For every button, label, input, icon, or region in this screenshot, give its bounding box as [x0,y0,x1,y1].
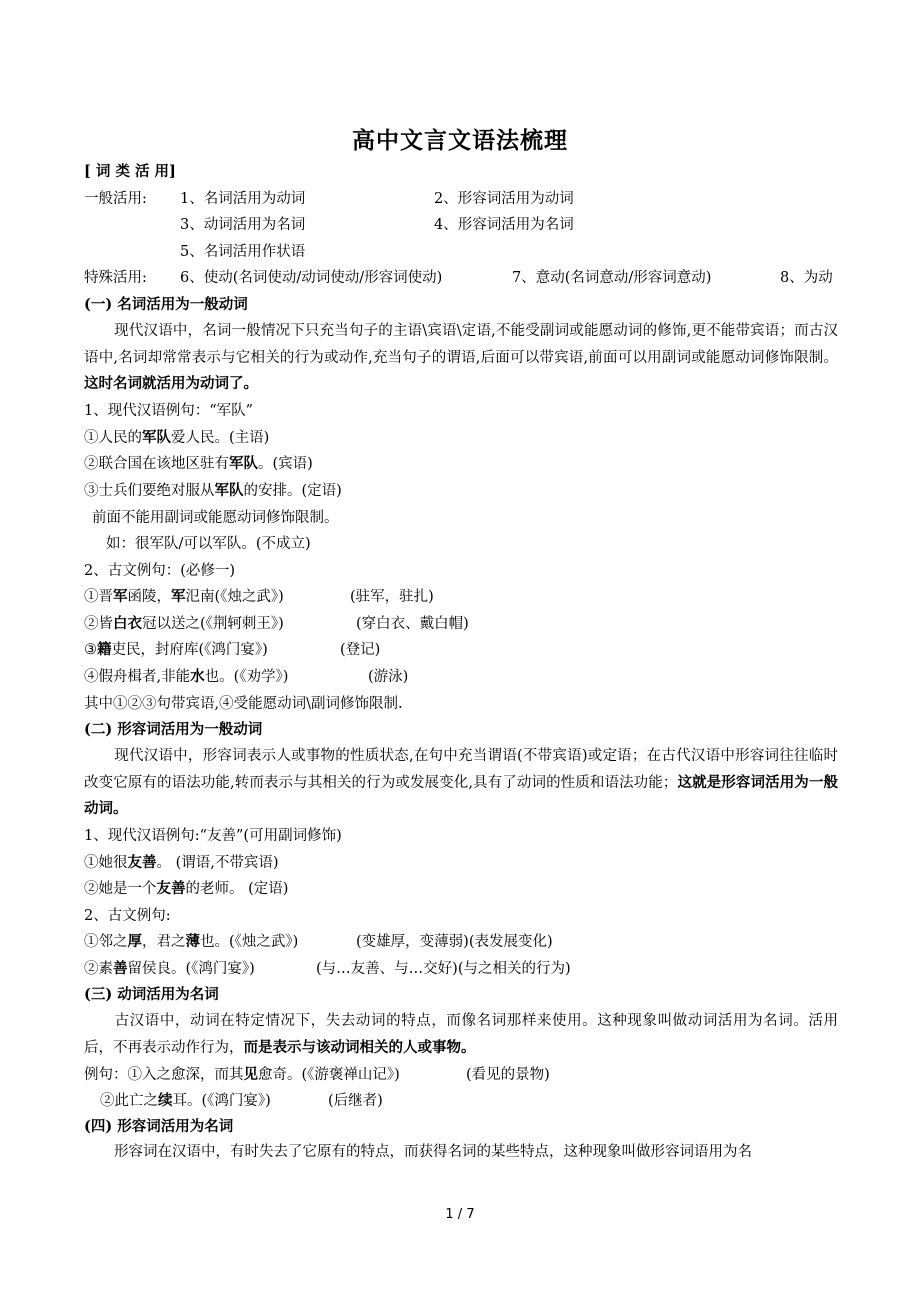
section-3-heading: (三) 动词活用为名词 [84,986,219,1003]
s3-example-2: ②此亡之续耳。(《鸿门宴》) [100,1092,271,1109]
s2-ancient-gloss-2: (与…友善、与…交好)(与之相关的行为) [316,961,571,977]
section-3-text: 古汉语中，动词在特定情况下，失去动词的特点，而像名词那样来使用。这种现象叫做动词活用为名词。活用后，不再表示动作行为， [84,1013,838,1056]
s2-ancient-example-2: ②素善留侯良。(《鸿门宴》) [84,960,255,977]
special-item-6: 6、使动(名词使动/动词使动/形容词使动) [180,270,443,286]
section-2-heading: (二) 形容词活用为一般动词 [84,721,263,738]
s2-ancient-gloss-1: (变雄厚，变薄弱)(表发展变化) [356,934,553,950]
s2-modern-intro: 1、现代汉语例句:“友善”(可用副词修饰) [84,828,342,844]
special-label: 特殊活用: [84,270,147,286]
s1-ancient-gloss-3: (登记) [340,642,381,658]
special-item-8: 8、为动 [780,270,833,286]
s2-ancient-intro: 2、古文例句: [84,908,171,924]
section-2-text: 现代汉语中，形容词表示人或事物的性质状态,在句中充当谓语(不带宾语)或定语；在古代汉语中形容词往往临时改变它原有的语法功能,转而表示与其相关的行为或发展变化,具有了动词的性质和语法功能； [84,748,838,791]
s2-modern-example-1: ①她很友善。 (谓语,不带宾语) [84,854,279,871]
s1-ancient-example-4: ④假舟楫者,非能水也。(《劝学》) [84,668,289,685]
s1-ancient-example-3: ③籍吏民，封府库(《鸿门宴》) [84,641,268,658]
general-item-3: 3、动词活用为名词 [180,217,306,233]
section-4-paragraph [84,1139,838,1167]
section-3-paragraph [84,1008,838,1061]
section-4-text: 形容词在汉语中，有时失去了它原有的特点，而获得名词的某些特点，这种现象叫做形容词语用为名 [114,1144,752,1160]
general-row-1 [84,189,147,209]
section-1-paragraph [84,318,838,398]
general-item-2: 2、形容词活用为动词 [434,191,574,207]
s1-ancient-gloss-2: (穿白衣、戴白帽) [356,616,469,632]
general-label: 一般活用: [84,191,147,207]
s3-gloss-1: (看见的景物) [466,1067,550,1083]
special-item-7: 7、意动(名词意动/形容词意动) [512,270,712,286]
general-item-1: 1、名词活用为动词 [180,191,306,207]
s1-modern-intro: 1、现代汉语例句：“军队” [84,403,254,419]
s1-ancient-intro: 2、古文例句：(必修一) [84,563,236,579]
section-4-heading: (四) 形容词活用为名词 [84,1118,234,1135]
s1-modern-example-1: ①人民的军队爱人民。(主语) [84,429,270,446]
s1-modern-example-3: ③士兵们要绝对服从军队的安排。(定语) [84,482,342,499]
s1-ancient-example-2: ②皆白衣冠以送之(《荆轲刺王》) [84,615,284,632]
s1-ancient-gloss-1: (驻军，驻扎) [350,589,434,605]
s1-ancient-example-1: ①晋军函陵，军氾南(《烛之武》) [84,588,284,605]
s1-note-2: 如：很军队/可以军队。(不成立) [106,536,311,552]
s1-summary: 其中①②③句带宾语,④受能愿动词\副词修饰限制. [84,696,403,712]
section-2-bold-text: 这就是形容词活用为一般动词。 [84,773,839,817]
page-title: 高中文言文语法梳理 [352,127,568,154]
s3-gloss-2: (后继者) [328,1093,383,1109]
section-2-paragraph [84,743,838,823]
s2-ancient-example-1: ①邻之厚，君之薄也。(《烛之武》) [84,933,299,950]
section-3-bold-text: 而是表示与该动词相关的人或事物。 [243,1038,476,1056]
section-1-heading: (一) 名词活用为一般动词 [84,296,248,313]
section-1-text: 现代汉语中，名词一般情况下只充当句子的主语\宾语\定语,不能受副词或能愿动词的修饰,更不能带宾语；而古汉语中,名词却常常表示与它相关的行为或动作,充当句子的谓语,后面可以带宾语,前面可以用副词或能愿动词修饰限制。 [84,323,838,366]
general-item-4: 4、形容词活用为名词 [434,217,574,233]
category-heading: [ 词 类 活 用] [84,163,176,180]
section-1-bold-text: 这时名词就活用为动词了。 [84,375,258,392]
s1-ancient-gloss-4: (游泳) [368,669,409,685]
s1-modern-example-2: ②联合国在该地区驻有军队。(宾语) [84,455,313,472]
s3-example-1: 例句：①入之愈深，而其见愈奇。(《游褒禅山记》) [84,1066,400,1083]
general-item-5: 5、名词活用作状语 [180,244,306,260]
page-number: 1 / 7 [445,1207,475,1222]
s1-note-1: 前面不能用副词或能愿动词修饰限制。 [92,510,339,526]
s2-modern-example-2: ②她是一个友善的老师。 (定语) [84,880,289,897]
